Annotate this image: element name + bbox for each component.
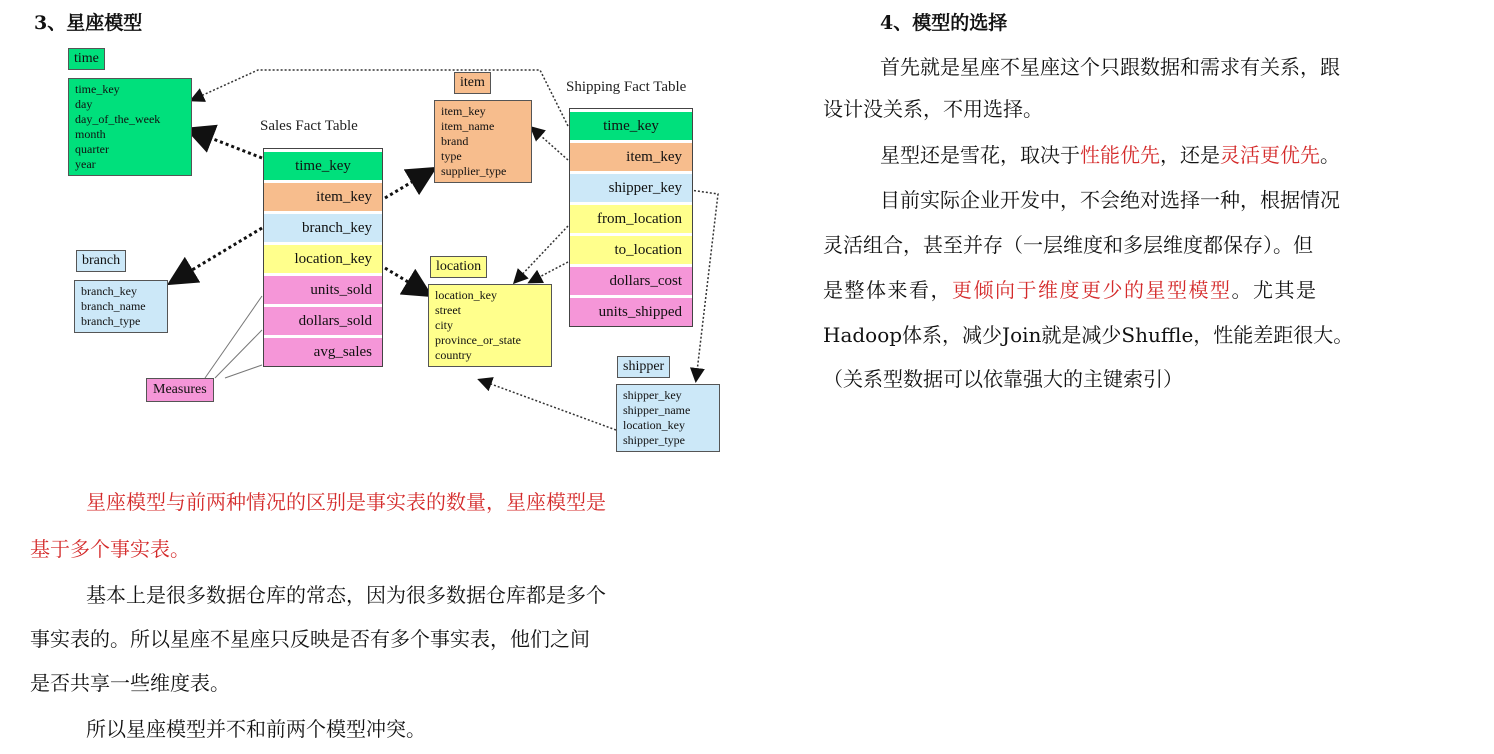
attr: shipper_type xyxy=(623,433,685,447)
attr: shipper_name xyxy=(623,403,691,417)
right-p1-line1: 首先就是星座不星座这个只跟数据和需求有关系，跟 xyxy=(880,55,1340,79)
shipping-cell-time-key: time_key xyxy=(570,109,692,140)
sales-cell-avg-sales: avg_sales xyxy=(264,335,382,366)
right-p3-line2: 灵活组合，甚至并存（一层维度和多层维度都保存）。但 xyxy=(823,233,1313,257)
link-shipper-location xyxy=(480,380,616,430)
left-p2-line3: 是否共享一些维度表。 xyxy=(30,671,230,695)
item-label: item xyxy=(454,72,491,94)
link-sales-item xyxy=(385,170,432,198)
attr: branch_key xyxy=(81,284,137,298)
time-label: time xyxy=(68,48,105,70)
link-sales-branch xyxy=(172,228,262,282)
right-p2-suffix: 。 xyxy=(1320,143,1340,167)
left-p3-line1: 所以星座模型并不和前两个模型冲突。 xyxy=(86,717,426,741)
attr: location_key xyxy=(435,288,497,302)
link-sales-time xyxy=(190,130,262,158)
attr: branch_name xyxy=(81,299,146,313)
branch-attributes xyxy=(74,280,168,333)
time-attributes xyxy=(68,78,192,176)
location-label: location xyxy=(430,256,487,278)
attr: year xyxy=(75,157,96,171)
right-p3-line3 xyxy=(823,275,1318,305)
attr: day_of_the_week xyxy=(75,112,161,126)
attr: supplier_type xyxy=(441,164,507,178)
measures-label: Measures xyxy=(146,378,214,402)
attr: item_key xyxy=(441,104,486,118)
sales-cell-units-sold: units_sold xyxy=(264,273,382,304)
left-p1-line1: 星座模型与前两种情况的区别是事实表的数量，星座模型是 xyxy=(86,490,606,514)
shipping-cell-dollars-cost: dollars_cost xyxy=(570,264,692,295)
right-p2-mid: ，还是 xyxy=(1160,143,1220,167)
sales-cell-time-key: time_key xyxy=(264,149,382,180)
right-p3-line1: 目前实际企业开发中，不会绝对选择一种，根据情况 xyxy=(880,188,1340,212)
link-shipping-from xyxy=(515,226,568,282)
shipping-cell-to-location: to_location xyxy=(570,233,692,264)
attr: province_or_state xyxy=(435,333,521,347)
attr: branch_type xyxy=(81,314,141,328)
attr: location_key xyxy=(623,418,685,432)
sales-fact-table xyxy=(263,148,383,367)
shipping-cell-from-location: from_location xyxy=(570,202,692,233)
sales-cell-item-key: item_key xyxy=(264,180,382,211)
left-p2-line2: 事实表的。所以星座不星座只反映是否有多个事实表，他们之间 xyxy=(30,627,590,651)
item-attributes xyxy=(434,100,532,183)
left-p2-line1: 基本上是很多数据仓库的常态，因为很多数据仓库都是多个 xyxy=(86,583,606,607)
attr: type xyxy=(441,149,462,163)
shipping-fact-title: Shipping Fact Table xyxy=(566,79,687,95)
right-p3-line3-prefix: 是整体来看， xyxy=(823,278,952,302)
sales-cell-branch-key: branch_key xyxy=(264,211,382,242)
attr: brand xyxy=(441,134,469,148)
link-sales-location xyxy=(385,268,428,294)
attr: shipper_key xyxy=(623,388,682,402)
right-p3-line3-suffix: 。尤其是 xyxy=(1231,278,1318,302)
shipping-cell-shipper-key: shipper_key xyxy=(570,171,692,202)
attr: city xyxy=(435,318,453,332)
shipper-label: shipper xyxy=(617,356,670,378)
attr: street xyxy=(435,303,461,317)
right-p1-line2: 设计没关系，不用选择。 xyxy=(823,97,1043,121)
right-p3-line4: Hadoop体系，减少Join就是减少Shuffle，性能差距很大。 xyxy=(823,323,1354,347)
attr: quarter xyxy=(75,142,109,156)
shipping-cell-units-shipped: units_shipped xyxy=(570,295,692,326)
right-p2-red2: 灵活更优先 xyxy=(1220,143,1320,167)
right-p2-red1: 性能优先 xyxy=(1080,143,1160,167)
shipper-attributes xyxy=(616,384,720,452)
sales-cell-dollars-sold: dollars_sold xyxy=(264,304,382,335)
attr: month xyxy=(75,127,106,141)
right-p3-line3-red: 更倾向于维度更少的星型模型 xyxy=(952,278,1232,302)
right-p2 xyxy=(880,140,1340,170)
sales-fact-title: Sales Fact Table xyxy=(260,118,358,134)
sales-cell-location-key: location_key xyxy=(264,242,382,273)
link-shipping-shipper xyxy=(690,190,718,380)
star-constellation-diagram xyxy=(0,0,760,470)
attr: day xyxy=(75,97,93,111)
location-attributes xyxy=(428,284,552,367)
link-shipping-item xyxy=(532,128,568,160)
attr: time_key xyxy=(75,82,120,96)
link-shipping-to xyxy=(530,262,568,282)
right-p3-line5: （关系型数据可以依靠强大的主键索引） xyxy=(823,367,1183,391)
right-p2-prefix: 星型还是雪花，取决于 xyxy=(880,143,1080,167)
shipping-cell-item-key: item_key xyxy=(570,140,692,171)
right-heading: 4、模型的选择 xyxy=(880,12,1008,34)
left-p1-line2: 基于多个事实表。 xyxy=(30,537,190,561)
measures-line-1 xyxy=(205,296,262,378)
attr: item_name xyxy=(441,119,495,133)
branch-label: branch xyxy=(76,250,126,272)
shipping-fact-table xyxy=(569,108,693,327)
left-heading: 3、星座模型 xyxy=(34,12,143,34)
measures-line-3 xyxy=(225,365,262,378)
attr: country xyxy=(435,348,472,362)
